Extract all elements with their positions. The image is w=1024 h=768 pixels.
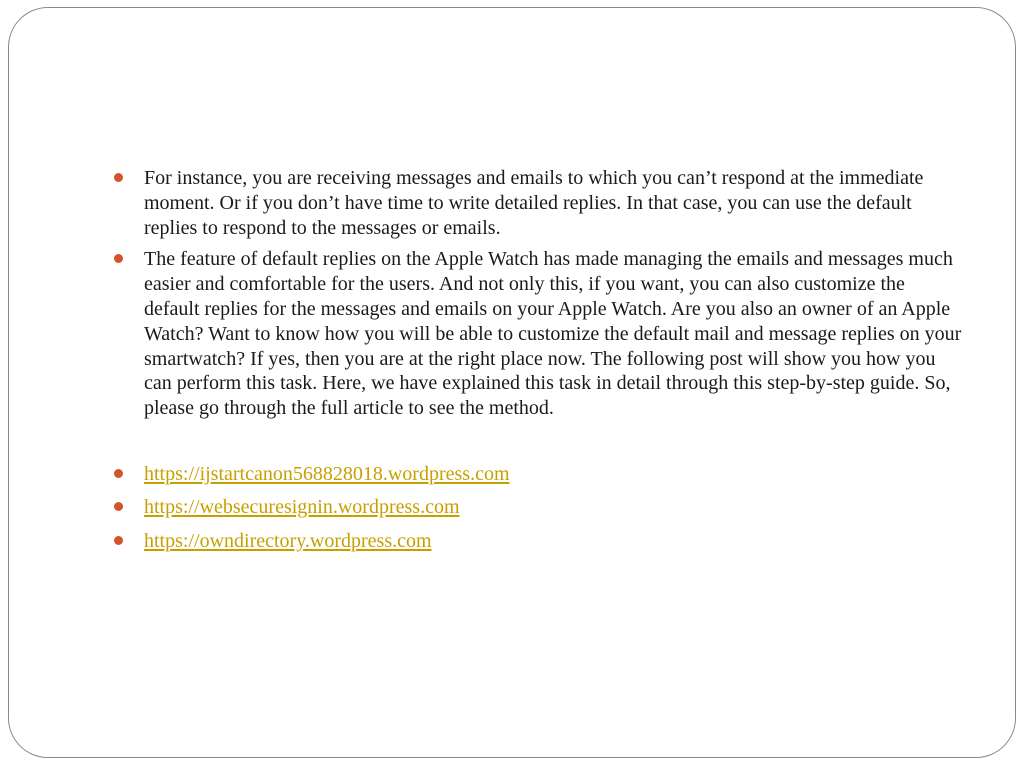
bullet-dot-icon bbox=[114, 254, 123, 263]
bullet-link-3 bbox=[114, 529, 964, 554]
slide-content bbox=[114, 166, 964, 562]
bullet-dot-icon bbox=[114, 469, 123, 478]
link-bullet-list bbox=[114, 462, 964, 553]
paragraph-text: The feature of default replies on the Apple Watch has made managing the emails and messages much easier and comfortable for the users. And not only this, if you want, you can also customize the default replies for the messages and emails on your Apple Watch. Are you also an owner of an Apple Watch? Want to know how you will be able to customize the default mail and message replies on your smartwatch? If yes, then you are at the right place now. The following post will show you how you can perform this task. Here, we have explained this task in detail through this step-by-step guide. So, please go through the full article to see the method. bbox=[144, 248, 962, 420]
link-ijstartcanon[interactable]: https://ijstartcanon568828018.wordpress.com bbox=[144, 462, 510, 485]
link-owndirectory[interactable]: https://owndirectory.wordpress.com bbox=[144, 529, 432, 552]
paragraph-text: For instance, you are receiving messages and emails to which you can’t respond at the immediate moment. Or if you don’t have time to write detailed replies. In that case, you can use the default replies to respond to the messages or emails. bbox=[144, 167, 924, 239]
bullet-paragraph-1 bbox=[114, 166, 964, 240]
bullet-dot-icon bbox=[114, 173, 123, 182]
text-bullet-list bbox=[114, 166, 964, 421]
bullet-link-2 bbox=[114, 495, 964, 520]
bullet-paragraph-2 bbox=[114, 247, 964, 421]
link-websecuresignin[interactable]: https://websecuresignin.wordpress.com bbox=[144, 496, 460, 519]
bullet-dot-icon bbox=[114, 536, 123, 545]
bullet-link-1 bbox=[114, 462, 964, 487]
bullet-dot-icon bbox=[114, 502, 123, 511]
